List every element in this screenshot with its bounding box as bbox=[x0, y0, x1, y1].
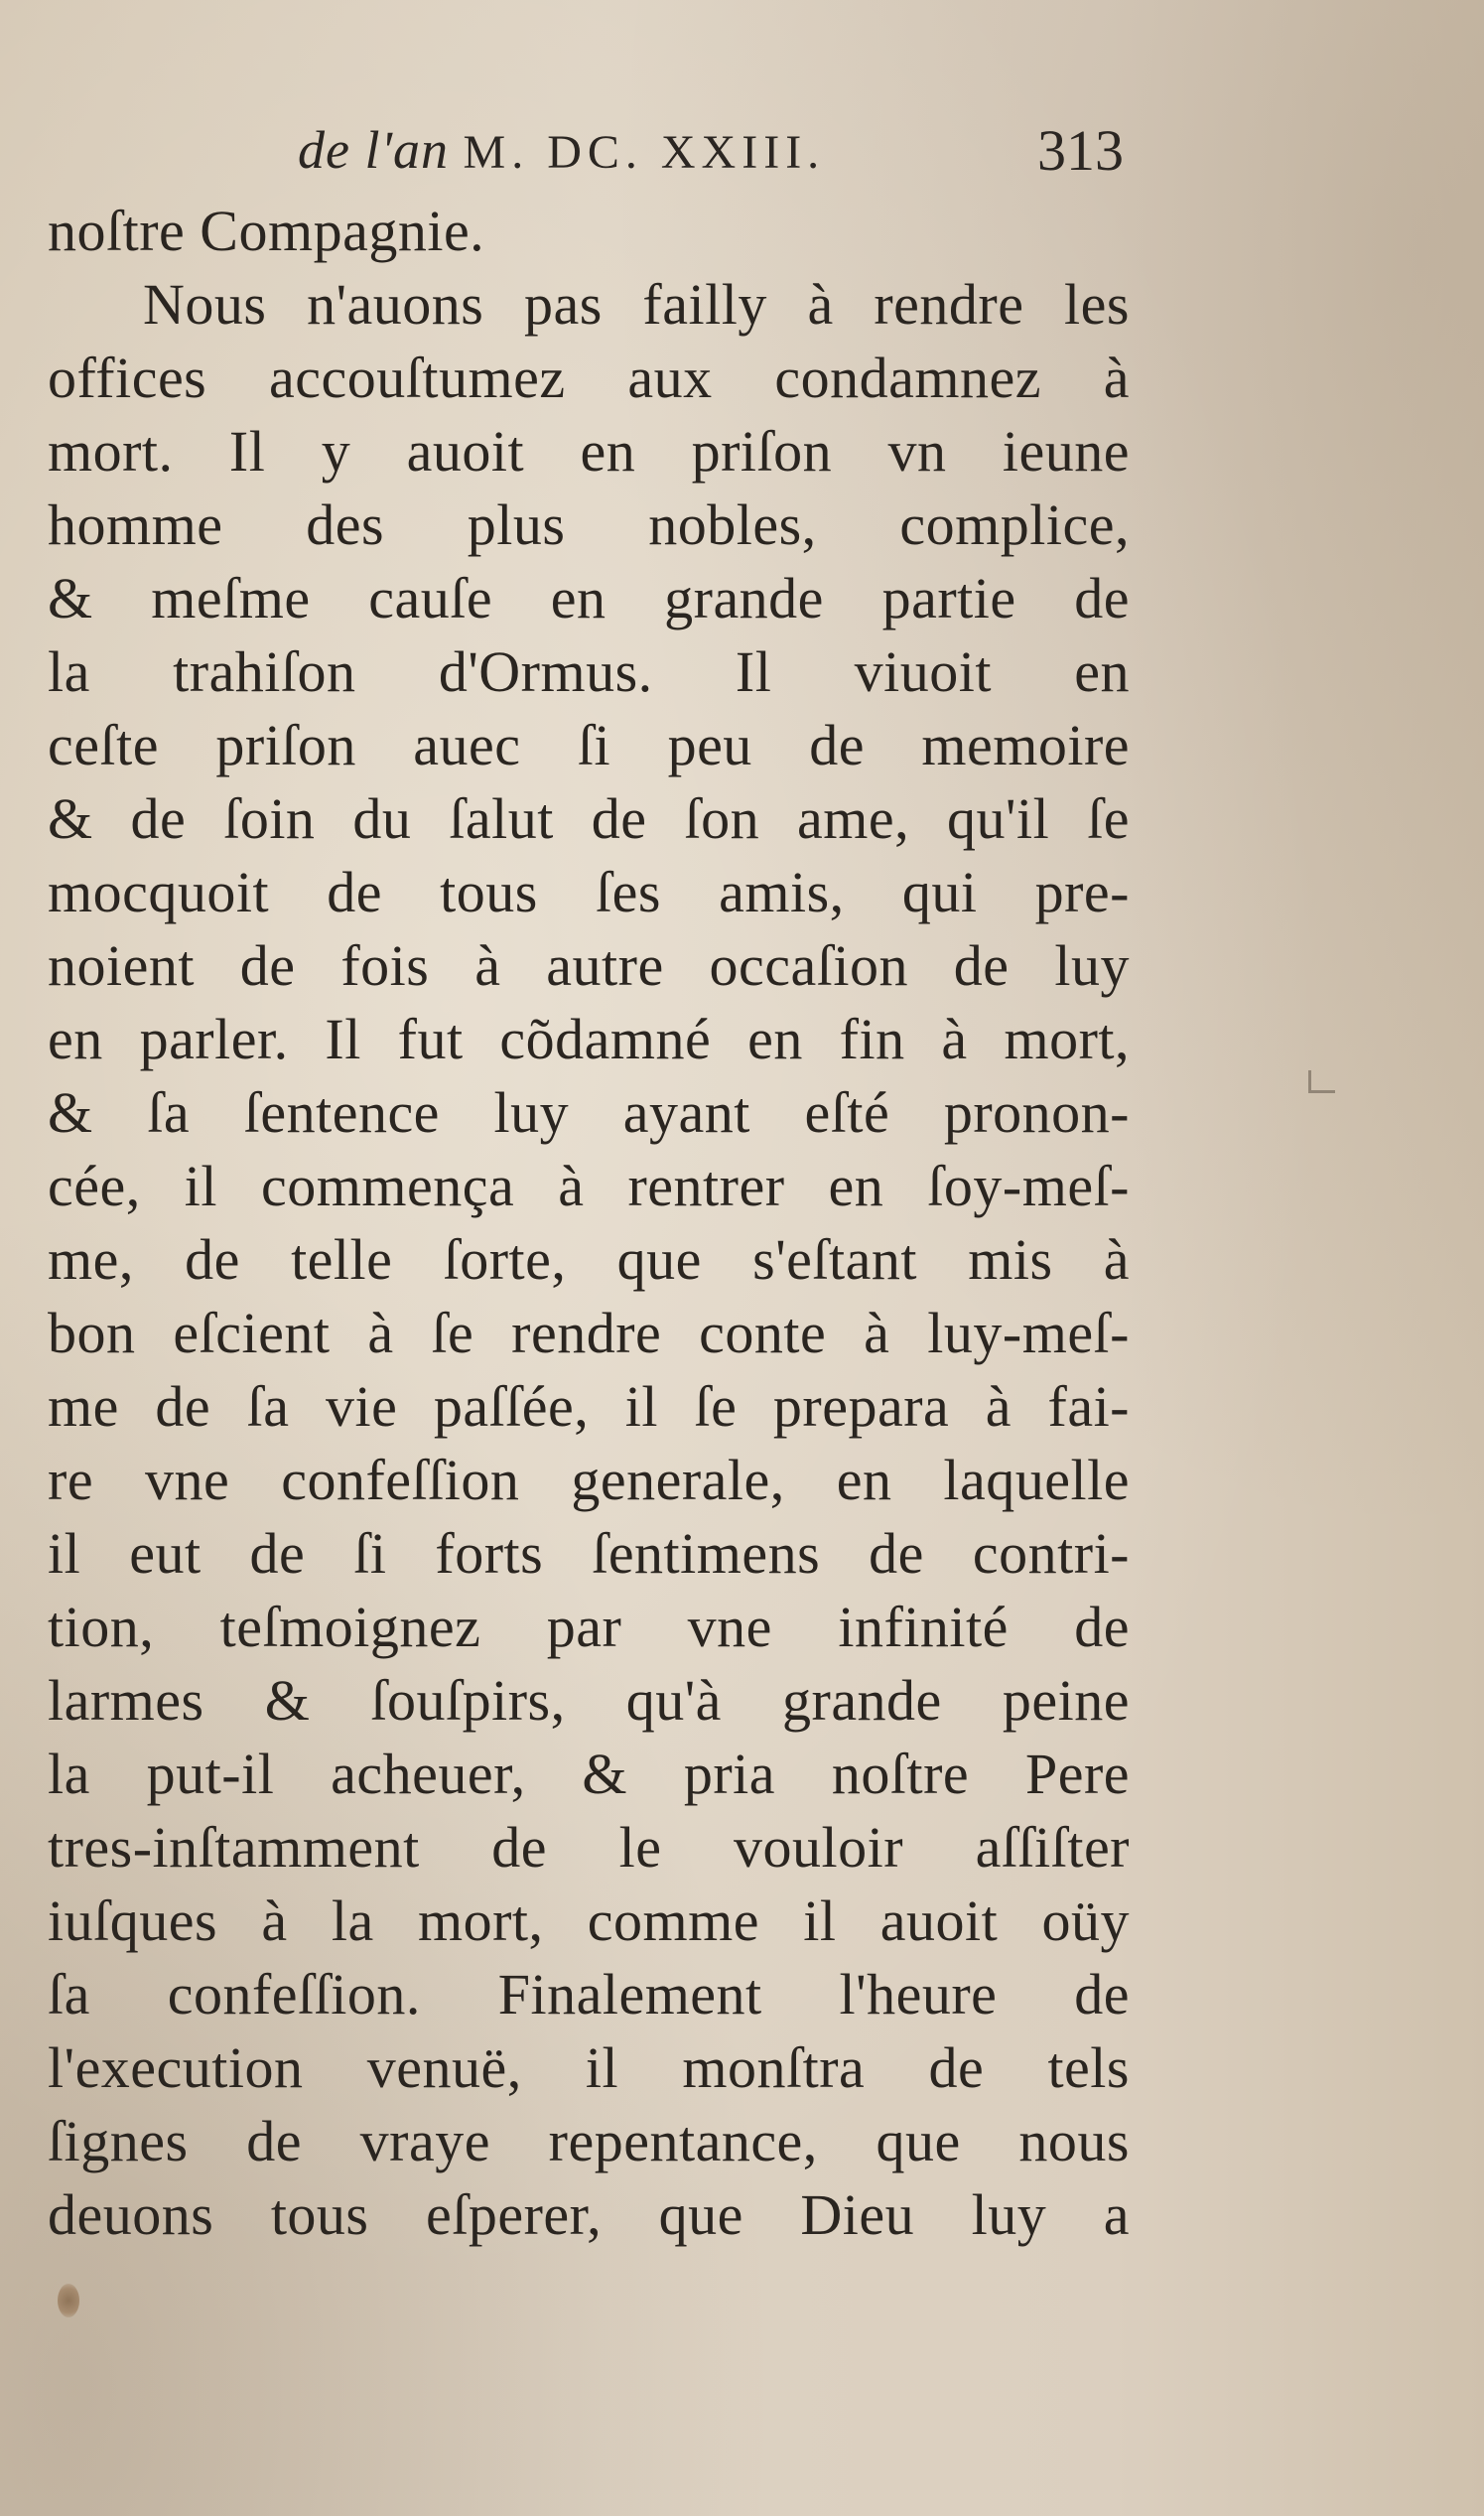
text-line: noſtre Compagnie. bbox=[48, 199, 485, 263]
text-line: deuons tous eſperer, que Dieu luy a bbox=[48, 2182, 1130, 2247]
running-title-year: M. DC. XXIII. bbox=[463, 126, 826, 179]
text-line: en parler. Il fut cõdamné en fin à mort, bbox=[48, 1007, 1130, 1071]
text-line: me, de telle ſorte, que s'eſtant mis à bbox=[48, 1227, 1130, 1292]
margin-pencil-mark bbox=[1308, 1070, 1335, 1093]
text-line: offices accouſtumez aux condamnez à bbox=[48, 346, 1130, 410]
text-line: re vne confeſſion generale, en laquelle bbox=[48, 1448, 1130, 1512]
ink-stain bbox=[58, 2284, 79, 2317]
text-line: mocquoit de tous ſes amis, qui pre- bbox=[48, 860, 1130, 924]
text-line: bon eſcient à ſe rendre conte à luy-meſ- bbox=[48, 1301, 1130, 1365]
text-line: larmes & ſouſpirs, qu'à grande peine bbox=[48, 1668, 1130, 1733]
text-line: me de ſa vie paſſée, il ſe prepara à fai- bbox=[48, 1374, 1130, 1439]
text-line: il eut de ſi forts ſentimens de contri- bbox=[48, 1521, 1130, 1586]
text-line: tion, teſmoignez par vne infinité de bbox=[48, 1595, 1130, 1659]
text-line: iuſques à la mort, comme il auoit oüy bbox=[48, 1888, 1130, 1953]
running-title bbox=[298, 119, 825, 181]
text-line: la put-il acheuer, & pria noſtre Pere bbox=[48, 1742, 1130, 1806]
text-line: & de ſoin du ſalut de ſon ame, qu'il ſe bbox=[48, 786, 1130, 851]
page-header bbox=[0, 107, 1484, 187]
body-text bbox=[48, 195, 1130, 2252]
text-line: & ſa ſentence luy ayant eſté pronon- bbox=[48, 1080, 1130, 1145]
text-line: la trahiſon d'Ormus. Il viuoit en bbox=[48, 639, 1130, 704]
text-line: mort. Il y auoit en priſon vn ieune bbox=[48, 419, 1130, 484]
text-line: noient de fois à autre occaſion de luy bbox=[48, 933, 1130, 998]
text-line: ſignes de vraye repentance, que nous bbox=[48, 2109, 1130, 2173]
page-number: 313 bbox=[1037, 118, 1124, 183]
running-title-italic: de l'an bbox=[298, 120, 450, 180]
text-line: & meſme cauſe en grande partie de bbox=[48, 566, 1130, 630]
text-line: Nous n'auons pas failly à rendre les bbox=[143, 272, 1130, 337]
text-line: ceſte priſon auec ſi peu de memoire bbox=[48, 713, 1130, 777]
text-line: tres-inſtamment de le vouloir aſſiſter bbox=[48, 1815, 1130, 1880]
text-line: l'execution venuë, il monſtra de tels bbox=[48, 2035, 1130, 2100]
text-line: homme des plus nobles, complice, bbox=[48, 492, 1130, 557]
text-line: cée, il commença à rentrer en ſoy-meſ- bbox=[48, 1154, 1130, 1218]
text-line: ſa confeſſion. Finalement l'heure de bbox=[48, 1962, 1130, 2027]
